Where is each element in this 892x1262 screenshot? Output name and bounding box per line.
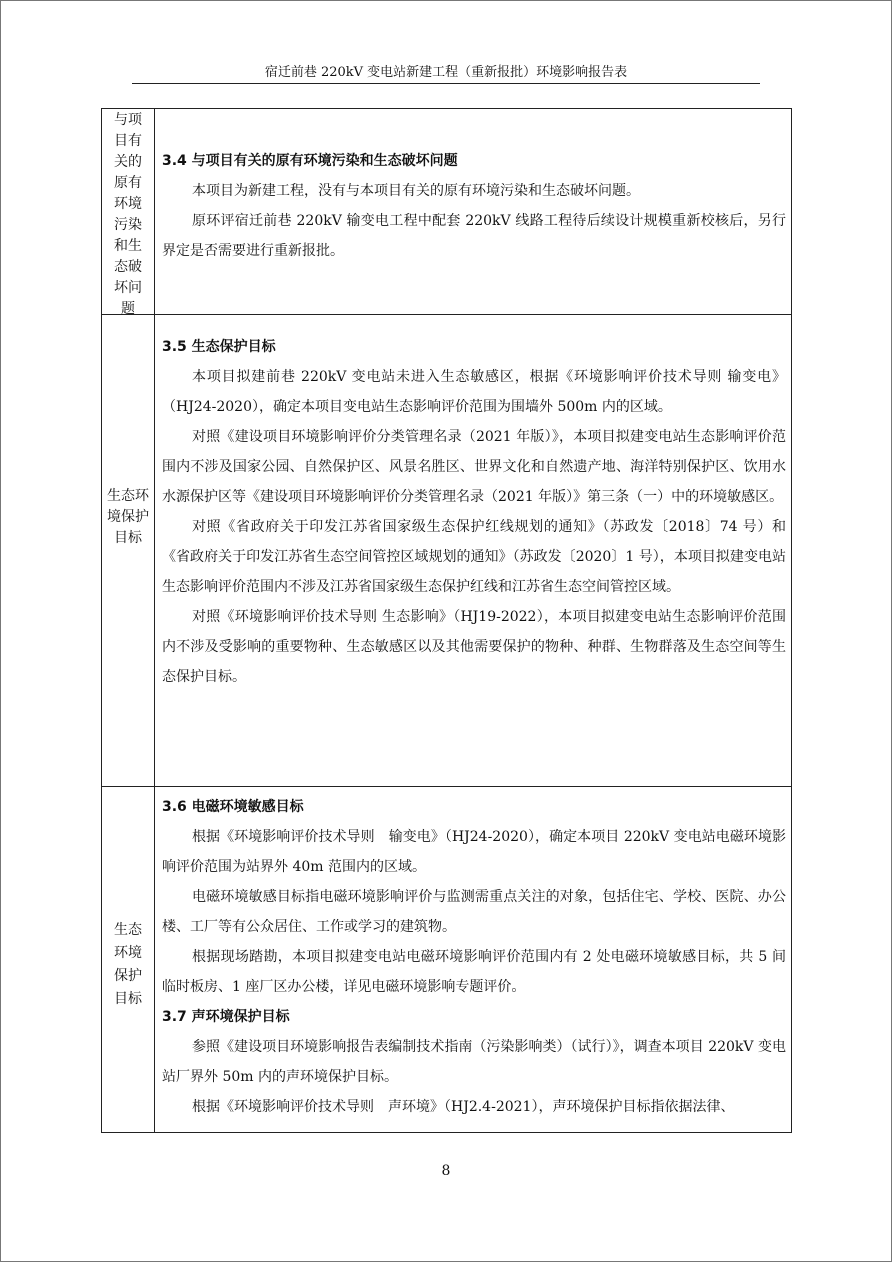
row-divider-2: [102, 786, 791, 787]
paragraph: 对照《环境影响评价技术导则 生态影响》（HJ19-2022），本项目拟建变电站生态影响评价范围内不涉及受影响的重要物种、生态敏感区以及其他需要保护的物种、种群、生物群落及生态空间等生态保护目标。: [162, 609, 786, 685]
column-divider: [154, 109, 155, 1132]
paragraph: 根据《环境影响评价技术导则 输变电》（HJ24-2020），确定本项目 220kV 变电站电磁环境影响评价范围为站界外 40m 范围内的区域。: [162, 829, 786, 875]
row-label-environment-targets: [102, 919, 154, 1011]
label-line: 关的: [114, 154, 142, 170]
section-heading-3-7: 3.7 声环境保护目标: [162, 1009, 290, 1025]
label-line: 生态环: [107, 488, 149, 504]
section-heading-3-6: 3.6 电磁环境敏感目标: [162, 799, 304, 815]
label-line: 和生: [114, 238, 142, 254]
paragraph: 根据《环境影响评价技术导则 声环境》（HJ2.4-2021），声环境保护目标指依据法律、: [192, 1099, 735, 1115]
page-header-title: 宿迁前巷 220kV 变电站新建工程（重新报批）环境影响报告表: [264, 65, 628, 80]
label-line: 目有: [114, 133, 142, 149]
paragraph: 参照《建设项目环境影响报告表编制技术指南（污染影响类）（试行）》，调查本项目 220kV 变电站厂界外 50m 内的声环境保护目标。: [162, 1039, 786, 1085]
paragraph: 根据现场踏勘，本项目拟建变电站电磁环境影响评价范围内有 2 处电磁环境敏感目标，共 5 间临时板房、1 座厂区办公楼，详见电磁环境影响专题评价。: [162, 949, 786, 995]
row-label-existing-issues: [102, 110, 154, 320]
paragraph: 对照《建设项目环境影响评价分类管理名录（2021 年版）》，本项目拟建变电站生态影响评价范围内不涉及国家公园、自然保护区、风景名胜区、世界文化和自然遗产地、海洋特别保护区、饮用水水源保护区等《建设项目环境影响评价分类管理名录（2021 年版）》第三条（一）中的环境敏感区。: [162, 429, 786, 505]
paragraph: 本项目为新建工程，没有与本项目有关的原有环境污染和生态破坏问题。: [192, 183, 640, 199]
label-line: 环境: [114, 945, 142, 961]
label-line: 态破: [114, 259, 142, 275]
paragraph: 电磁环境敏感目标指电磁环境影响评价与监测需重点关注的对象，包括住宅、学校、医院、办公楼、工厂等有公众居住、工作或学习的建筑物。: [162, 889, 786, 935]
label-line: 原有: [114, 175, 142, 191]
paragraph: 对照《省政府关于印发江苏省国家级生态保护红线规划的通知》（苏政发〔2018〕74 号）和《省政府关于印发江苏省生态空间管控区域规划的通知》（苏政发〔2020〕1 号），本项目拟建变电站生态影响评价范围内不涉及江苏省国家级生态保护红线和江苏省生态空间管控区域。: [162, 519, 786, 595]
row-divider-1: [102, 314, 791, 315]
header-rule: [132, 83, 760, 84]
label-line: 环境: [114, 196, 142, 212]
page-number: 8: [441, 1163, 451, 1179]
row-content-ecological-targets: [162, 332, 786, 692]
section-heading-3-4: 3.4 与项目有关的原有环境污染和生态破坏问题: [162, 153, 458, 169]
paragraph: 原环评宿迁前巷 220kV 输变电工程中配套 220kV 线路工程待后续设计规模重新校核后，另行界定是否需要进行重新报批。: [162, 213, 786, 259]
section-heading-3-5: 3.5 生态保护目标: [162, 339, 276, 355]
row-content-environment-targets: [162, 792, 786, 1122]
label-line: 生态: [114, 922, 142, 938]
label-line: 题: [121, 301, 135, 317]
label-line: 保护: [114, 968, 142, 984]
label-line: 污染: [114, 217, 142, 233]
report-table: [101, 108, 792, 1133]
label-line: 与项: [114, 112, 142, 128]
row-content-existing-issues: [162, 146, 786, 266]
paragraph: 本项目拟建前巷 220kV 变电站未进入生态敏感区，根据《环境影响评价技术导则 输变电》（HJ24-2020），确定本项目变电站生态影响评价范围为围墙外 500m 内的区域。: [162, 369, 786, 415]
row-label-ecological-targets: [102, 486, 154, 549]
label-line: 目标: [114, 530, 142, 546]
label-line: 坏问: [114, 280, 142, 296]
label-line: 目标: [114, 991, 142, 1007]
label-line: 境保护: [107, 509, 149, 525]
